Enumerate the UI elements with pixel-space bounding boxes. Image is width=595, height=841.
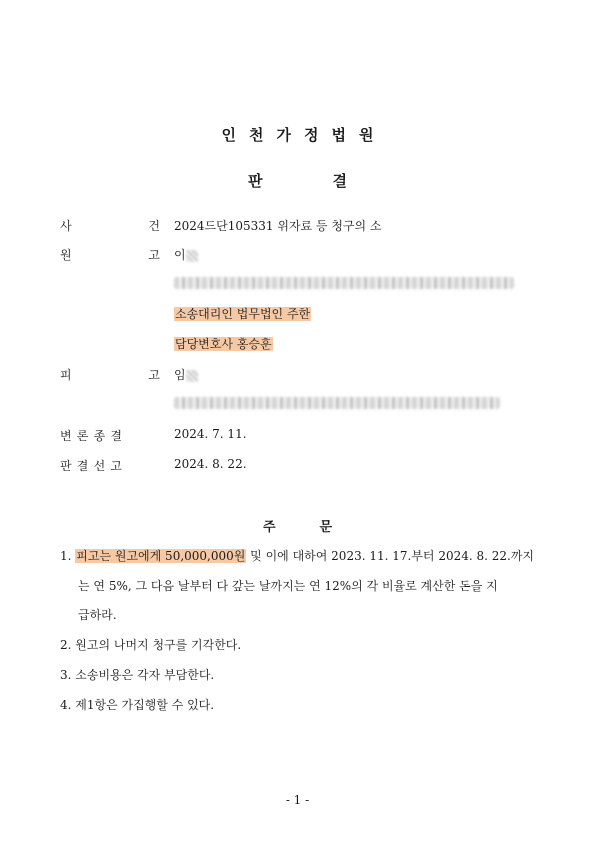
- label-char: 선: [93, 459, 106, 473]
- closing-label: [60, 427, 122, 444]
- plaintiff-counsel-lawyer: [174, 335, 273, 352]
- label-char: 판: [60, 459, 72, 473]
- defendant-label: [60, 366, 160, 383]
- ruling-label: [60, 457, 122, 474]
- label-char: 원: [60, 248, 72, 262]
- order-item-1-line-3: 급하라.: [78, 608, 117, 622]
- document-type-char-2: 결: [332, 172, 347, 190]
- order-item-1-highlight: 피고는 원고에게 50,000,000원: [76, 549, 246, 563]
- case-value: 2024드단105331 위자료 등 청구의 소: [174, 219, 382, 233]
- closing-date: 2024. 7. 11.: [174, 427, 247, 441]
- order-item-4: 4. 제1항은 가집행할 수 있다.: [60, 698, 215, 712]
- plaintiff-label: [60, 246, 160, 263]
- order-item-3: 3. 소송비용은 각자 부담한다.: [60, 668, 215, 682]
- order-item-2: 2. 원고의 나머지 청구를 기각한다.: [60, 638, 242, 652]
- order-title-char-1: 주: [262, 520, 276, 535]
- plaintiff-counsel-firm: [174, 305, 311, 322]
- plaintiff-counsel-lawyer-text: 담당변호사 홍승훈: [175, 337, 272, 351]
- document-type-char-1: 판: [248, 172, 263, 190]
- order-item-1: [60, 547, 534, 564]
- redacted-plaintiff-address: [174, 277, 514, 289]
- label-char: 종: [93, 429, 106, 443]
- label-char: 변: [60, 429, 72, 443]
- label-char: 피: [60, 368, 72, 382]
- label-char: 고: [148, 368, 160, 382]
- plaintiff-name-text: 이: [174, 248, 186, 262]
- court-name: 인천가정법원: [221, 126, 387, 144]
- redacted-name: [186, 370, 198, 382]
- label-char: 결: [76, 459, 89, 473]
- case-label: [60, 217, 160, 234]
- label-char: 결: [110, 429, 122, 443]
- redacted-name: [186, 250, 198, 262]
- label-char: 건: [148, 219, 160, 233]
- order-item-1-rest: 및 이에 대하여 2023. 11. 17.부터 2024. 8. 22.까지: [246, 549, 535, 563]
- order-title-char-2: 문: [319, 520, 333, 535]
- plaintiff-name: [174, 246, 198, 263]
- label-char: 고: [110, 459, 122, 473]
- order-item-1-number: 1.: [60, 549, 72, 563]
- label-char: 사: [60, 219, 72, 233]
- ruling-date: 2024. 8. 22.: [174, 457, 247, 471]
- order-title: [0, 516, 595, 535]
- order-item-1-line-2: 는 연 5%, 그 다음 날부터 다 갚는 날까지는 연 12%의 각 비율로 계산한 돈을 지: [78, 579, 498, 593]
- label-char: 고: [148, 248, 160, 262]
- defendant-name: [174, 366, 198, 383]
- document-type: [0, 170, 595, 191]
- label-char: 론: [76, 429, 89, 443]
- page-number: - 1 -: [285, 793, 310, 807]
- redacted-defendant-address: [174, 397, 500, 409]
- plaintiff-counsel-firm-text: 소송대리인 법무법인 주한: [175, 307, 311, 321]
- defendant-name-text: 임: [174, 368, 186, 382]
